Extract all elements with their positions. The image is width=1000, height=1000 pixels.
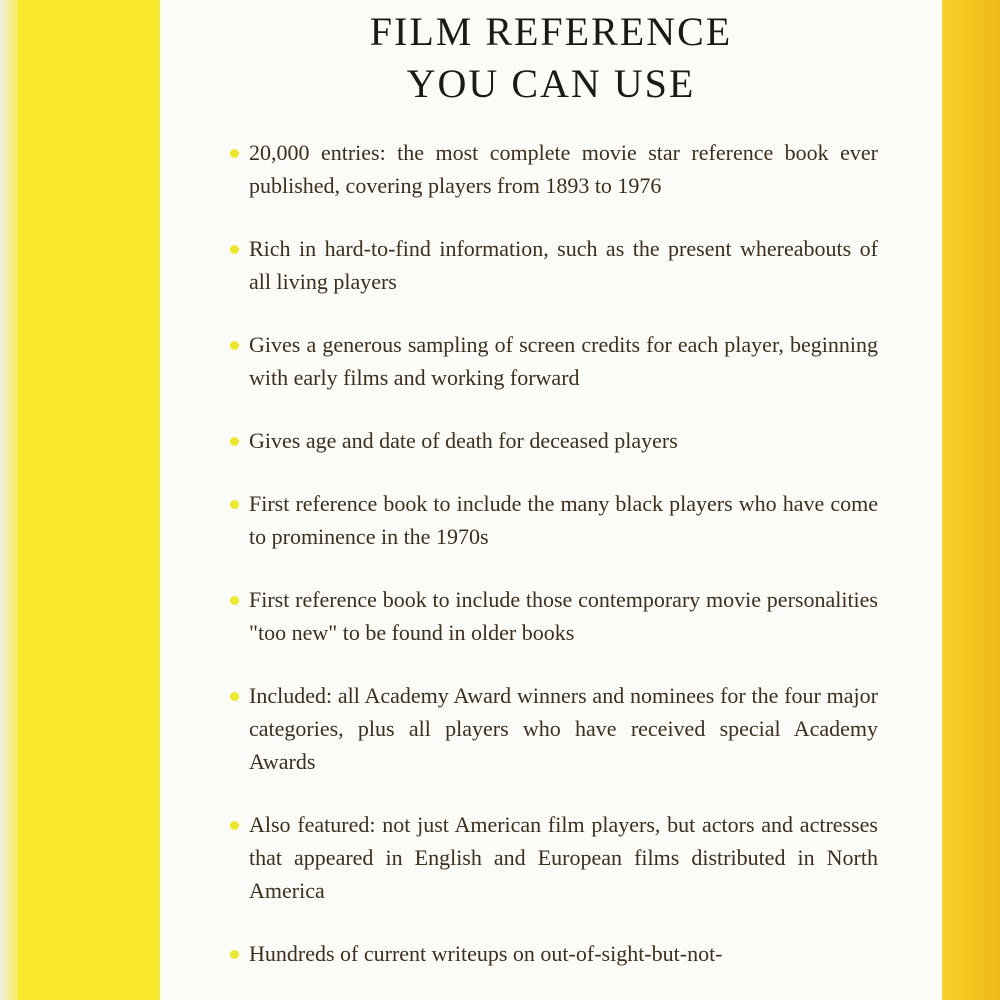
list-item-text: Gives age and date of death for deceased players: [249, 428, 678, 453]
list-item: [230, 328, 878, 394]
list-item-text: First reference book to include the many black players who have come to prominence in the 1970s: [249, 491, 878, 549]
list-item: [230, 136, 878, 202]
list-item: [230, 679, 878, 778]
page-edge-left: [0, 0, 18, 1000]
back-cover-text-panel: [160, 0, 942, 1000]
list-item-text: First reference book to include those contemporary movie personalities "too new" to be found in older books: [249, 587, 878, 645]
list-item-text: Also featured: not just American film players, but actors and actresses that appeared in English and European films distributed in North America: [249, 812, 878, 903]
page-title: [160, 0, 942, 110]
list-item-text: Rich in hard-to-find information, such as the present whereabouts of all living players: [249, 236, 878, 294]
list-item: [230, 937, 878, 970]
list-item-text: Gives a generous sampling of screen credits for each player, beginning with early films and working forward: [249, 332, 878, 390]
title-line-1: FILM REFERENCE: [369, 9, 733, 54]
yellow-border-left: [18, 0, 160, 1000]
bullet-dot-icon: [230, 821, 239, 830]
list-item: [230, 487, 878, 553]
title-line-2: YOU CAN USE: [406, 61, 696, 106]
list-item-text: 20,000 entries: the most complete movie star reference book ever published, covering players from 1893 to 1976: [249, 140, 878, 198]
bullet-dot-icon: [230, 149, 239, 158]
bullet-dot-icon: [230, 245, 239, 254]
bullet-dot-icon: [230, 950, 239, 959]
list-item: [230, 583, 878, 649]
feature-list: [230, 136, 878, 1000]
list-item: [230, 232, 878, 298]
bullet-dot-icon: [230, 596, 239, 605]
bullet-dot-icon: [230, 437, 239, 446]
yellow-border-right: [942, 0, 1000, 1000]
bullet-dot-icon: [230, 341, 239, 350]
list-item-text: Included: all Academy Award winners and nominees for the four major categories, plus all players who have received special Academy Awards: [249, 683, 878, 774]
list-item: [230, 424, 878, 457]
bullet-dot-icon: [230, 500, 239, 509]
list-item: [230, 808, 878, 907]
list-item-text: Hundreds of current writeups on out-of-sight-but-not-: [249, 941, 723, 966]
bullet-dot-icon: [230, 692, 239, 701]
